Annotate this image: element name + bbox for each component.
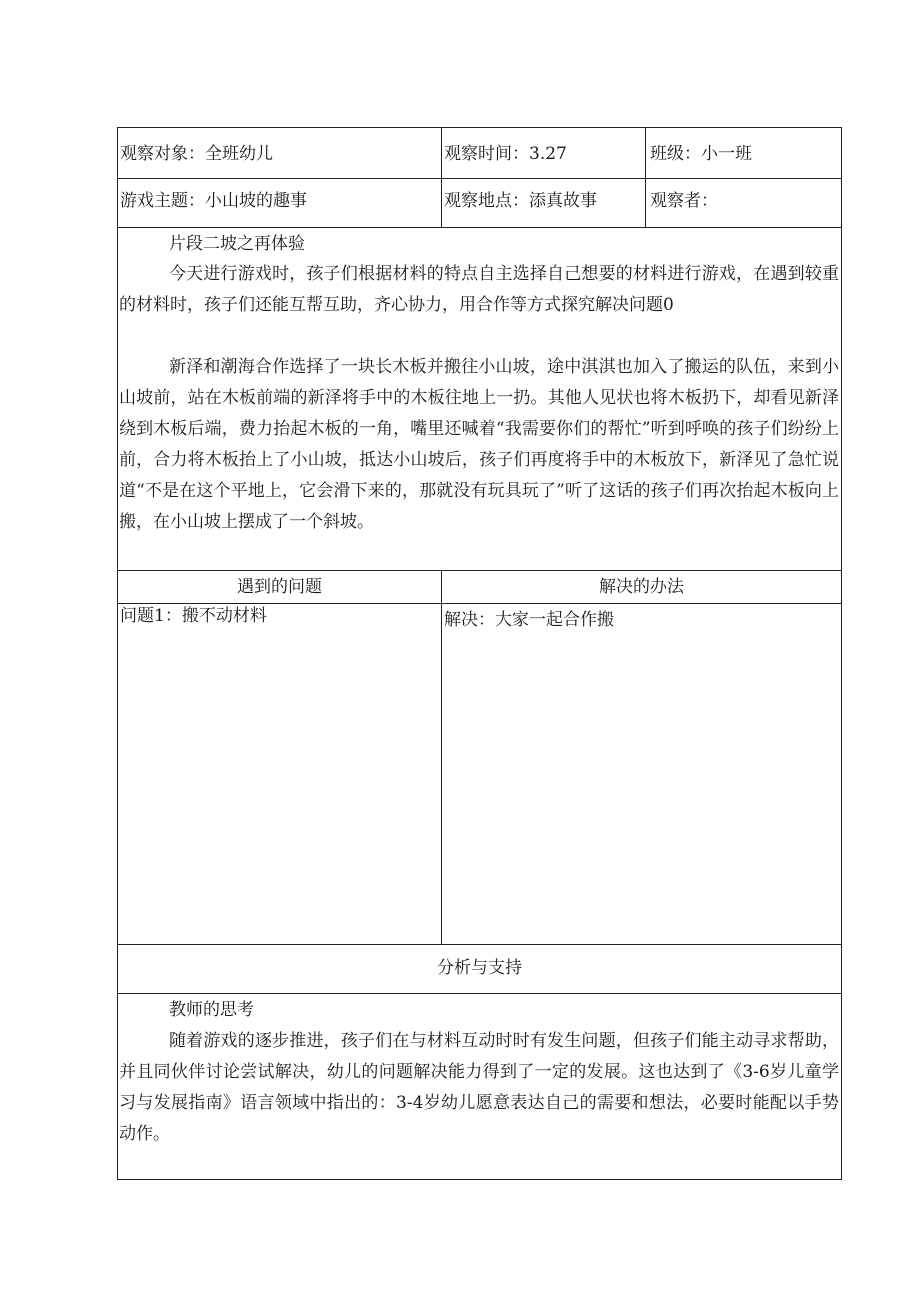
table-border-left <box>117 127 118 1180</box>
problem-1: 问题1：搬不动材料 <box>120 606 267 626</box>
observation-target: 观察对象：全班幼儿 <box>120 144 273 164</box>
record-paragraph-2: 新泽和潮海合作选择了一块长木板并搬往小山坡，途中淇淇也加入了搬运的队伍，来到小山坡前，站在木板前端的新泽将手中的木板往地上一扔。其他人见状也将木板扔下，却看见新泽绕到木板后端，费力抬起木板的一角，嘴里还喊着“我需要你们的帮忙”听到呼唤的孩子们纷纷上前，合力将木板抬上了小山坡，抵达小山坡后，孩子们再度将手中的木板放下，新泽见了急忙说道“不是在这个平地上，它会滑下来的，那就没有玩具玩了”听了这话的孩子们再次抬起木板向上搬，在小山坡上摆成了一个斜坡。 <box>119 357 839 532</box>
header-col-divider-2 <box>645 127 646 228</box>
table-border-top <box>117 127 842 128</box>
class-name: 班级：小一班 <box>650 144 752 164</box>
observation-place: 观察地点：添真故事 <box>444 191 597 211</box>
table-row-divider-1 <box>117 178 842 179</box>
table-row-divider-4 <box>117 603 842 604</box>
game-theme: 游戏主题：小山坡的趣事 <box>120 191 307 211</box>
analysis-header: 分析与支持 <box>437 958 522 978</box>
record-paragraph-1: 今天进行游戏时，孩子们根据材料的特点自主选择自己想要的材料进行游戏，在遇到较重的材料时，孩子们还能互帮互助，齐心协力，用合作等方式探究解决问题0 <box>119 264 839 315</box>
teacher-thinking-title: 教师的思考 <box>169 1000 254 1020</box>
observer: 观察者： <box>650 191 718 211</box>
problem-col-divider <box>441 570 442 945</box>
header-col-divider-1 <box>441 127 442 228</box>
solution-column-header: 解决的办法 <box>599 577 684 597</box>
table-row-divider-2 <box>117 227 842 228</box>
table-row-divider-5 <box>117 944 842 945</box>
table-border-bottom <box>117 1179 842 1180</box>
table-row-divider-3 <box>117 570 842 571</box>
solution-1: 解决：大家一起合作搬 <box>444 610 614 630</box>
table-row-divider-6 <box>117 993 842 994</box>
record-title: 片段二坡之再体验 <box>169 234 305 254</box>
problem-column-header: 遇到的问题 <box>237 577 322 597</box>
teacher-thinking-paragraph: 随着游戏的逐步推进，孩子们在与材料互动时时有发生问题，但孩子们能主动寻求帮助，并且同伙伴讨论尝试解决，幼儿的问题解决能力得到了一定的发展。这也达到了《3-6岁儿童学习与发展指南》语言领域中指出的：3-4岁幼儿愿意表达自己的需要和想法，必要时能配以手势动作。 <box>119 1031 839 1144</box>
observation-time: 观察时间：3.27 <box>444 144 567 164</box>
table-border-right <box>841 127 842 1180</box>
